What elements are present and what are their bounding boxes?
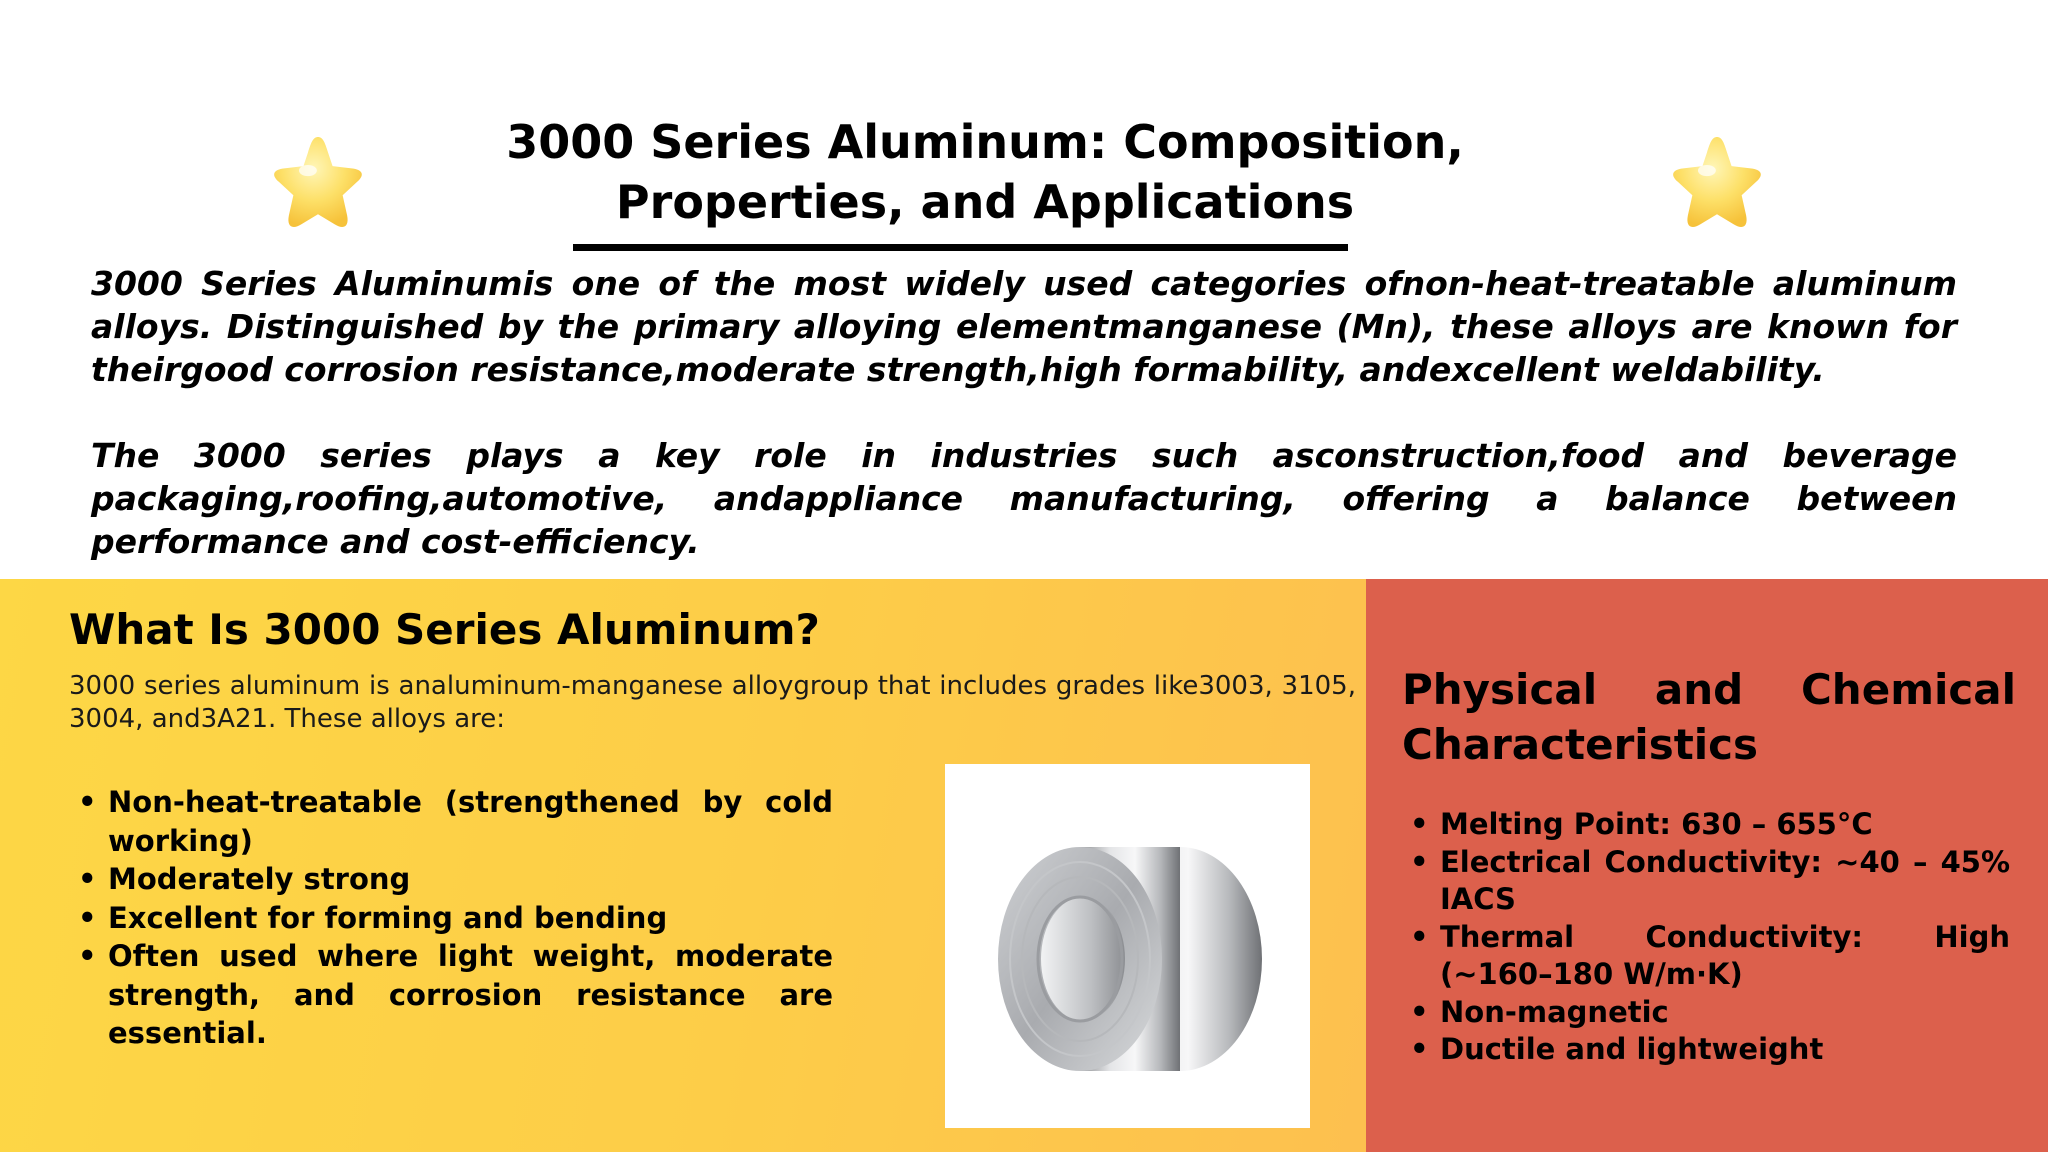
list-item: • Excellent for forming and bending <box>78 899 833 938</box>
aluminum-coil-image <box>945 764 1310 1128</box>
list-item: • Non-magnetic <box>1410 994 2010 1032</box>
list-item: • Thermal Conductivity: High (~160–180 W/m·K) <box>1410 919 2010 994</box>
title-underline <box>573 244 1348 251</box>
what-is-heading: What Is 3000 Series Aluminum? <box>69 605 820 654</box>
characteristics-list <box>1410 806 2010 1069</box>
star-icon <box>262 128 374 240</box>
physical-heading: Physical and Chemical Characteristics <box>1402 665 2016 769</box>
page-title <box>440 112 1530 232</box>
star-icon <box>1661 128 1773 240</box>
list-item: • Moderately strong <box>78 860 833 899</box>
list-item: • Often used where light weight, moderate strength, and corrosion resistance are essential. <box>78 937 833 1053</box>
what-is-description: 3000 series aluminum is analuminum-manganese alloygroup that includes grades like3003, 3105, 3004, and3A21. These alloys are: <box>69 671 1356 734</box>
list-item: • Non-heat-treatable (strengthened by cold working) <box>78 783 833 860</box>
intro-paragraph-1: 3000 Series Aluminumis one of the most widely used categories ofnon-heat-treatable aluminum alloys. Distinguished by the primary alloying elementmanganese (Mn), these alloys are known for theirgood corrosion resistance,moderate strength,high formability, andexcellent weldability. <box>91 264 1957 389</box>
list-item: • Melting Point: 630 – 655°C <box>1410 806 2010 844</box>
title-line-2: Properties, and Applications <box>615 175 1355 229</box>
list-item: • Electrical Conductivity: ~40 – 45% IACS <box>1410 844 2010 919</box>
properties-list <box>78 783 833 1053</box>
intro-paragraph-2: The 3000 series plays a key role in industries such asconstruction,food and beverage packaging,roofing,automotive, andappliance manufacturing, offering a balance between performance and cost-efficiency. <box>91 436 1957 561</box>
list-item: • Ductile and lightweight <box>1410 1031 2010 1069</box>
intro-section <box>91 262 1957 563</box>
title-line-1: 3000 Series Aluminum: Composition, <box>506 115 1464 169</box>
